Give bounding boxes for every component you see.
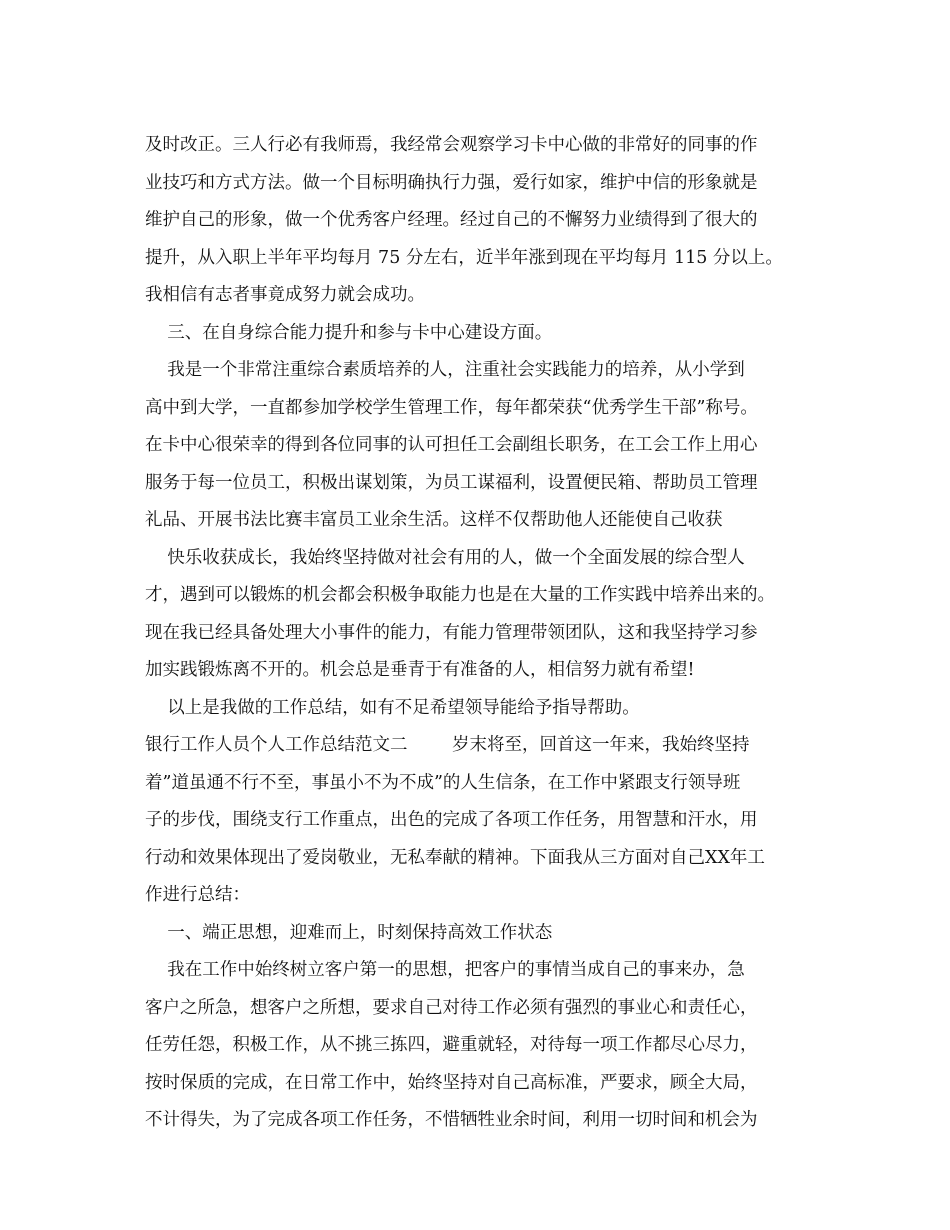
text-line: 我相信有志者事竟成努力就会成功。 [145, 285, 425, 305]
text-line: 及时改正。三人行必有我师焉，我经常会观察学习卡中心做的非常好的同事的作 [145, 135, 758, 155]
text-line: 按时保质的完成，在日常工作中，始终坚持对自己高标准，严要求，顾全大局， [145, 1072, 758, 1093]
document-body [145, 127, 810, 1140]
text-line: 着”道虽通不行不至，事虽小不为不成”的人生信条，在工作中紧跟支行领导班 [145, 772, 741, 793]
text-line: 作进行总结： [145, 885, 250, 905]
text-line: 不计得失，为了完成各项工作任务，不惜牺牲业余时间，利用一切时间和机会为 [145, 1110, 758, 1130]
section-heading: 三、在自身综合能力提升和参与卡中心建设方面。 [145, 322, 553, 343]
section-heading: 一、端正思想，迎难而上，时刻保持高效工作状态 [145, 922, 553, 943]
text-line: 礼品、开展书法比赛丰富员工业余生活。这样不仅帮助他人还能使自己收获 [145, 510, 723, 530]
text-line: 子的步伐，围绕支行工作重点，出色的完成了各项工作任务，用智慧和汗水，用 [145, 810, 758, 830]
text-line: 在卡中心很荣幸的得到各位同事的认可担任工会副组长职务，在工会工作上用心 [145, 435, 758, 455]
text-line: 快乐收获成长，我始终坚持做对社会有用的人，做一个全面发展的综合型人 [145, 547, 745, 568]
text-line: 以上是我做的工作总结，如有不足希望领导能给予指导帮助。 [145, 697, 640, 718]
article-title-line: 银行工作人员个人工作总结范文二 岁末将至，回首这一年来，我始终坚持 [145, 735, 750, 755]
text-line: 客户之所急，想客户之所想，要求自己对待工作必须有强烈的事业心和责任心， [145, 997, 758, 1018]
text-line: 我在工作中始终树立客户第一的思想，把客户的事情当成自己的事来办，急 [145, 960, 745, 980]
text-line: 才，遇到可以锻炼的机会都会积极争取能力也是在大量的工作实践中培养出来的。 [145, 585, 775, 605]
text-line: 我是一个非常注重综合素质培养的人，注重社会实践能力的培养，从小学到 [145, 360, 745, 380]
text-line: 加实践锻炼离不开的。机会总是垂青于有准备的人，相信努力就有希望! [145, 660, 695, 680]
text-line: 业技巧和方式方法。做一个目标明确执行力强，爱行如家，维护中信的形象就是 [145, 172, 758, 193]
text-line: 现在我已经具备处理大小事件的能力，有能力管理带领团队，这和我坚持学习参 [145, 622, 758, 643]
text-line: 服务于每一位员工，积极出谋划策，为员工谋福利，设置便民箱、帮助员工管理 [145, 472, 758, 493]
text-line: 任劳任怨，积极工作，从不挑三拣四，避重就轻，对待每一项工作都尽心尽力， [145, 1035, 758, 1055]
text-line: 行动和效果体现出了爱岗敬业，无私奉献的精神。下面我从三方面对自己XX年工 [145, 847, 765, 868]
text-line: 维护自己的形象，做一个优秀客户经理。经过自己的不懈努力业绩得到了很大的 [145, 210, 758, 230]
text-line: 提升，从入职上半年平均每月 75 分左右，近半年涨到现在平均每月 115 分以上。 [145, 247, 783, 268]
text-line: 高中到大学，一直都参加学校学生管理工作，每年都荣获“优秀学生干部”称号。 [145, 397, 758, 418]
